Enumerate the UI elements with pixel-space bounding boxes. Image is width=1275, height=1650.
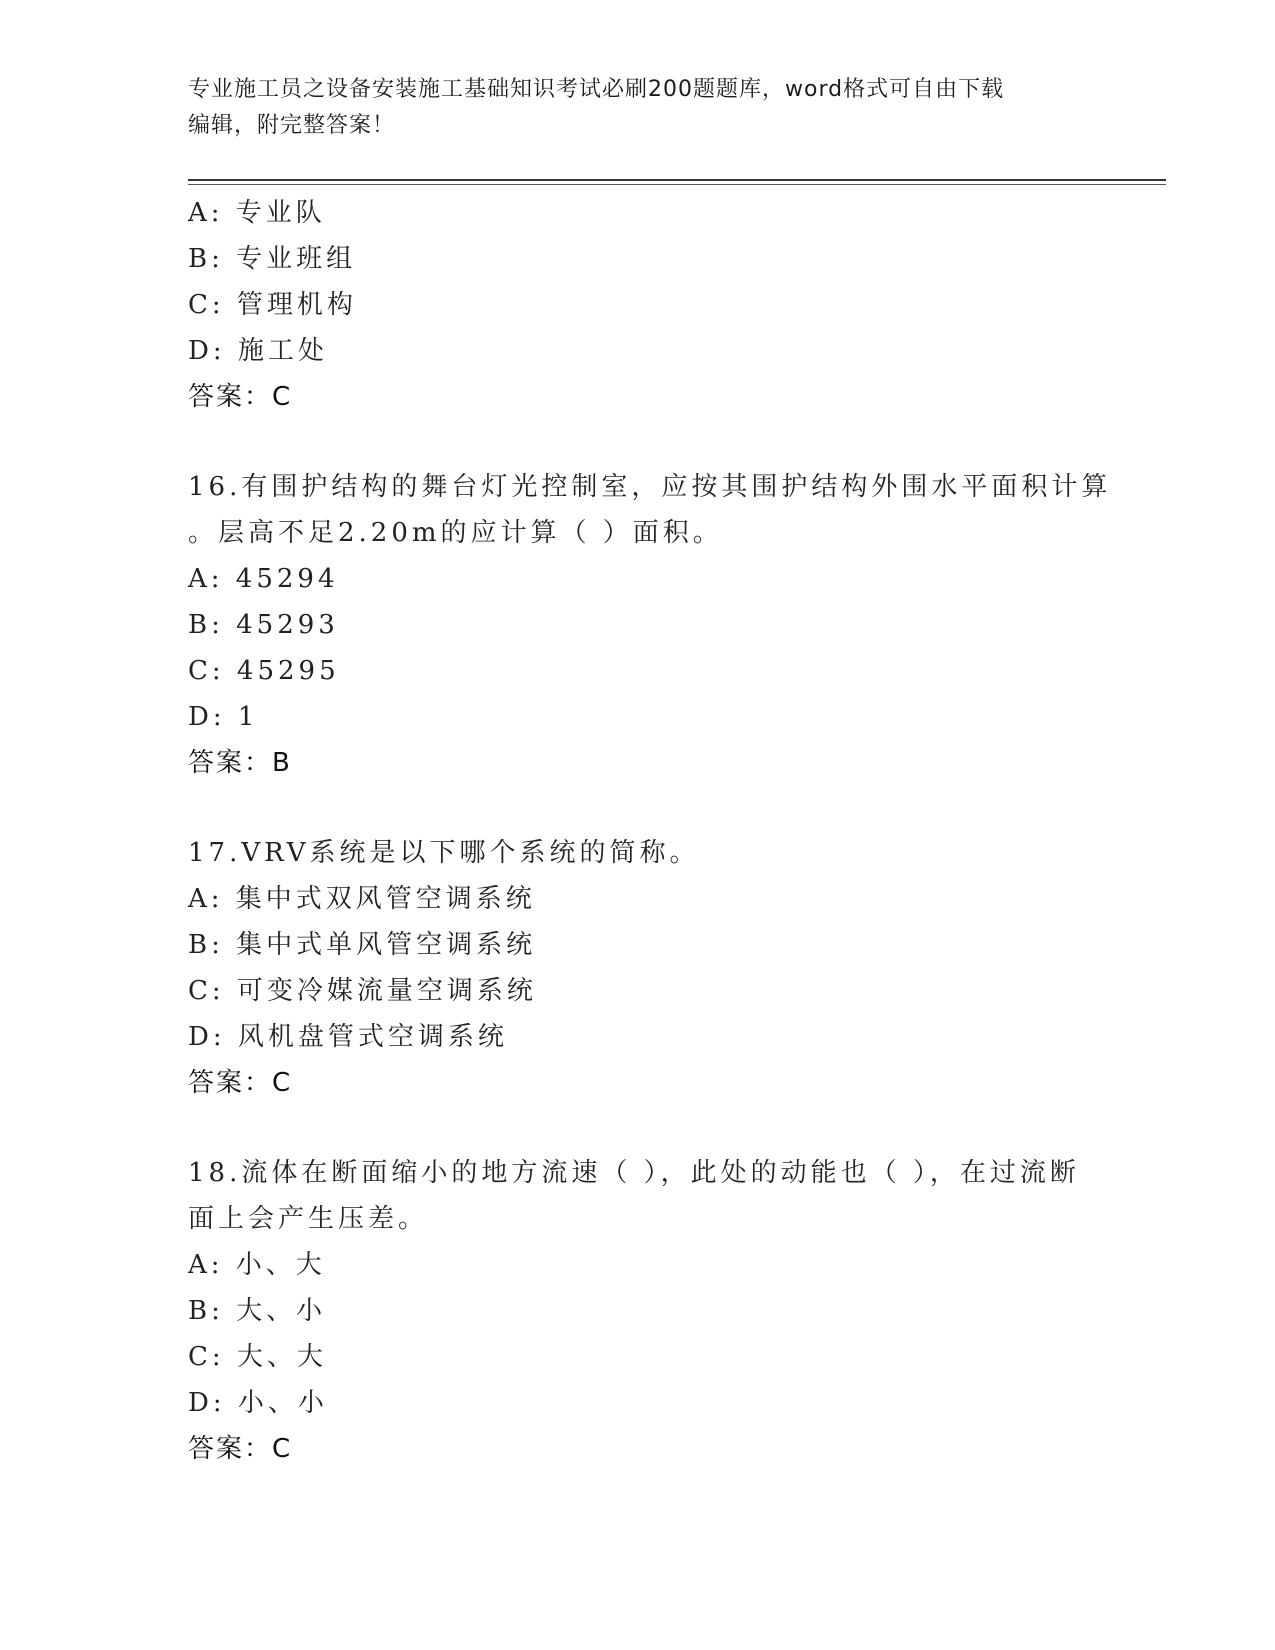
option-c: C: 可变冷媒流量空调系统 (188, 976, 537, 1006)
option-d: D: 小、小 (188, 1388, 328, 1418)
question-stem-line-2: 面上会产生压差。 (188, 1204, 429, 1234)
option-b: B: 大、小 (188, 1296, 327, 1326)
question-block-17 (188, 830, 1088, 1106)
question-stem-line-1: 18.流体在断面缩小的地方流速（ ），此处的动能也（ ），在过流断 (188, 1158, 1080, 1188)
option-d: D: 1 (188, 702, 259, 732)
answer-line: 答案：C (188, 382, 293, 412)
header-line-2: 编辑，附完整答案！ (188, 113, 396, 138)
answer-line: 答案：C (188, 1434, 293, 1464)
spacer (188, 1106, 1088, 1150)
spacer (188, 420, 1088, 464)
answer-line: 答案：C (188, 1068, 293, 1098)
question-block-16 (188, 464, 1112, 786)
question-stem-line-1: 16.有围护结构的舞台灯光控制室，应按其围护结构外围水平面积计算 (188, 472, 1112, 502)
document-header (188, 72, 1088, 144)
option-b: B: 专业班组 (188, 244, 357, 274)
option-c: C: 大、大 (188, 1342, 327, 1372)
option-a: A: 集中式双风管空调系统 (188, 884, 536, 914)
option-a: A: 专业队 (188, 198, 326, 228)
answer-line: 答案：B (188, 748, 292, 778)
option-d: D: 施工处 (188, 336, 328, 366)
option-c: C: 45295 (188, 656, 340, 686)
header-divider-thin (188, 184, 1166, 185)
spacer (188, 786, 1088, 830)
option-c: C: 管理机构 (188, 290, 357, 320)
option-b: B: 集中式单风管空调系统 (188, 930, 537, 960)
question-stem-line-1: 17.VRV系统是以下哪个系统的简称。 (188, 838, 700, 868)
header-divider-thick (188, 179, 1166, 181)
document-body (188, 190, 1112, 1472)
option-d: D: 风机盘管式空调系统 (188, 1022, 508, 1052)
option-b: B: 45293 (188, 610, 339, 640)
header-line-1: 专业施工员之设备安装施工基础知识考试必刷200题题库，word格式可自由下载 (188, 77, 1005, 102)
question-block-15 (188, 190, 1088, 420)
question-stem-line-2: 。层高不足2.20m的应计算（ ）面积。 (188, 518, 723, 548)
option-a: A: 小、大 (188, 1250, 326, 1280)
option-a: A: 45294 (188, 564, 339, 594)
question-block-18 (188, 1150, 1088, 1472)
